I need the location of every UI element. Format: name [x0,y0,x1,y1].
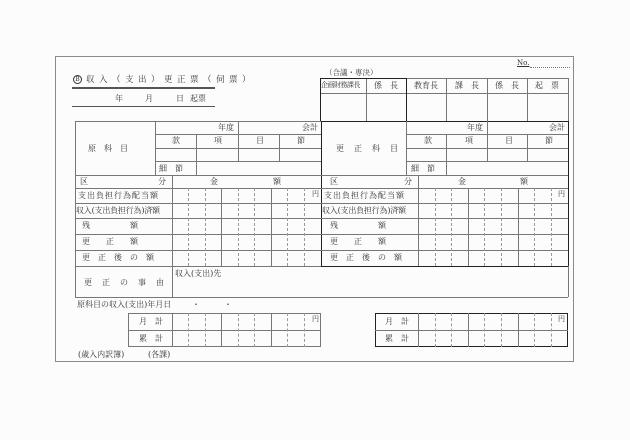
original-allocated-amount-field[interactable] [172,188,321,203]
approval-stamp-chief2[interactable] [487,93,527,121]
reason-field[interactable] [172,266,568,297]
corrected-settled-amount-field[interactable] [418,203,568,218]
date-underline [72,106,215,107]
corrected-amount-left: 金 [458,177,466,186]
title-mark-icon: B [73,75,82,84]
original-after-correction-field[interactable] [172,250,321,266]
corrected-kou-label: 項 [465,136,473,145]
approval-stamp-finance[interactable] [320,93,366,121]
original-date-label: 原科目の収入(支出)年月日 [77,300,172,309]
original-moku-field[interactable] [238,148,279,161]
approval-header: 係 長 [374,81,398,90]
corrected-amount-right: 額 [520,177,528,186]
approval-stamp-chief1[interactable] [366,93,406,121]
date-suffix: 起票 [190,94,206,103]
footer-dept-label: (各課) [148,350,171,359]
corrected-row-label: 支出負担行為配当額 [324,191,405,200]
original-kubun-right: 分 [158,177,166,186]
consult-label: （合議・専決） [325,68,378,77]
approval-stamp-drafter[interactable] [527,93,568,121]
original-row-label: 収入(支出負担行為)済額 [76,206,160,215]
footer-ledger-label: (歳入内訳簿) [78,350,125,359]
original-account-field[interactable] [238,121,301,134]
original-fiscal-year-field[interactable] [155,121,217,134]
approval-stamp-superintendent[interactable] [406,93,446,121]
original-correction-amount-field[interactable] [172,234,321,250]
totals-left-cumulative-field[interactable] [172,330,321,347]
corrected-remaining-amount-field[interactable] [418,218,568,234]
corrected-saisetsu-field[interactable] [446,161,568,175]
corrected-kubun-left: 区 [330,177,338,186]
original-yen-unit: 円 [312,190,319,198]
original-saisetsu-field[interactable] [196,161,321,175]
approval-header: 企画財務課長 [321,81,360,89]
original-settled-amount-field[interactable] [172,203,321,218]
corrected-setsu-field[interactable] [527,148,568,161]
corrected-row-label: 更 正 額 [330,237,386,246]
totals-left-yen: 円 [312,315,319,323]
title-underline [72,87,215,89]
original-date-separators: ・ ・ [192,300,232,309]
approval-header: 起 票 [535,81,559,90]
original-kubun-left: 区 [80,177,88,186]
original-moku-label: 目 [256,136,264,145]
original-kan-field[interactable] [155,148,196,161]
corrected-moku-label: 目 [505,136,513,145]
corrected-moku-field[interactable] [487,148,527,161]
totals-right-monthly-label: 月 計 [385,317,409,326]
original-amount-right: 額 [273,177,281,186]
original-kou-field[interactable] [196,148,238,161]
original-setsu-field[interactable] [279,148,321,161]
corrected-kou-field[interactable] [446,148,487,161]
form-title: 収入（支出）更正票（伺票） [86,75,256,85]
approval-stamp-section[interactable] [446,93,487,121]
form-number-label: No. [517,59,530,67]
approval-header: 係 長 [495,81,519,90]
corrected-allocated-amount-field[interactable] [418,188,568,203]
corrected-fiscal-year-label: 年度 [467,123,483,132]
corrected-account-field[interactable] [487,121,548,134]
approval-header: 課 長 [455,81,479,90]
totals-right-monthly-field[interactable] [418,313,568,330]
date-month: 月 [145,94,153,103]
original-amount-left: 金 [210,177,218,186]
original-kan-label: 款 [172,136,180,145]
reason-payee-label: 収入(支出)先 [175,269,222,278]
corrected-fiscal-year-field[interactable] [406,121,466,134]
original-setsu-label: 節 [297,136,305,145]
date-year: 年 [115,94,123,103]
original-fiscal-year-label: 年度 [218,123,234,132]
corrected-after-correction-field[interactable] [418,250,568,266]
original-row-label: 更 正 額 [82,237,138,246]
original-label: 原 科 目 [88,144,128,153]
totals-right-yen: 円 [558,315,565,323]
original-row-label: 更 正 後 の 額 [82,253,154,262]
form-number-field[interactable] [530,67,570,68]
original-remaining-amount-field[interactable] [172,218,321,234]
totals-right-cumulative-label: 累 計 [385,334,409,343]
totals-left-monthly-label: 月 計 [139,317,163,326]
corrected-account-label: 会計 [549,123,565,132]
original-saisetsu-label: 細 節 [159,164,183,173]
totals-left-cumulative-label: 累 計 [139,334,163,343]
corrected-saisetsu-label: 細 節 [411,164,435,173]
corrected-kan-field[interactable] [406,148,446,161]
original-kou-label: 項 [214,136,222,145]
corrected-kan-label: 款 [424,136,432,145]
corrected-yen-unit: 円 [558,190,565,198]
corrected-setsu-label: 節 [545,136,553,145]
corrected-kubun-right: 分 [404,177,412,186]
approval-header: 教育長 [414,81,438,90]
corrected-row-label: 収入(支出負担行為)済額 [322,206,406,215]
original-row-label: 残 額 [82,221,138,230]
totals-right-cumulative-field[interactable] [418,330,568,347]
corrected-correction-amount-field[interactable] [418,234,568,250]
totals-left-monthly-field[interactable] [172,313,321,330]
corrected-label: 更 正 科 目 [336,144,399,153]
reason-label: 更 正 の 事 由 [84,278,165,287]
original-account-label: 会計 [302,123,318,132]
corrected-row-label: 残 額 [330,221,386,230]
original-row-label: 支出負担行為配当額 [78,191,159,200]
date-day: 日 [176,94,184,103]
corrected-row-label: 更 正 後 の 額 [330,253,402,262]
